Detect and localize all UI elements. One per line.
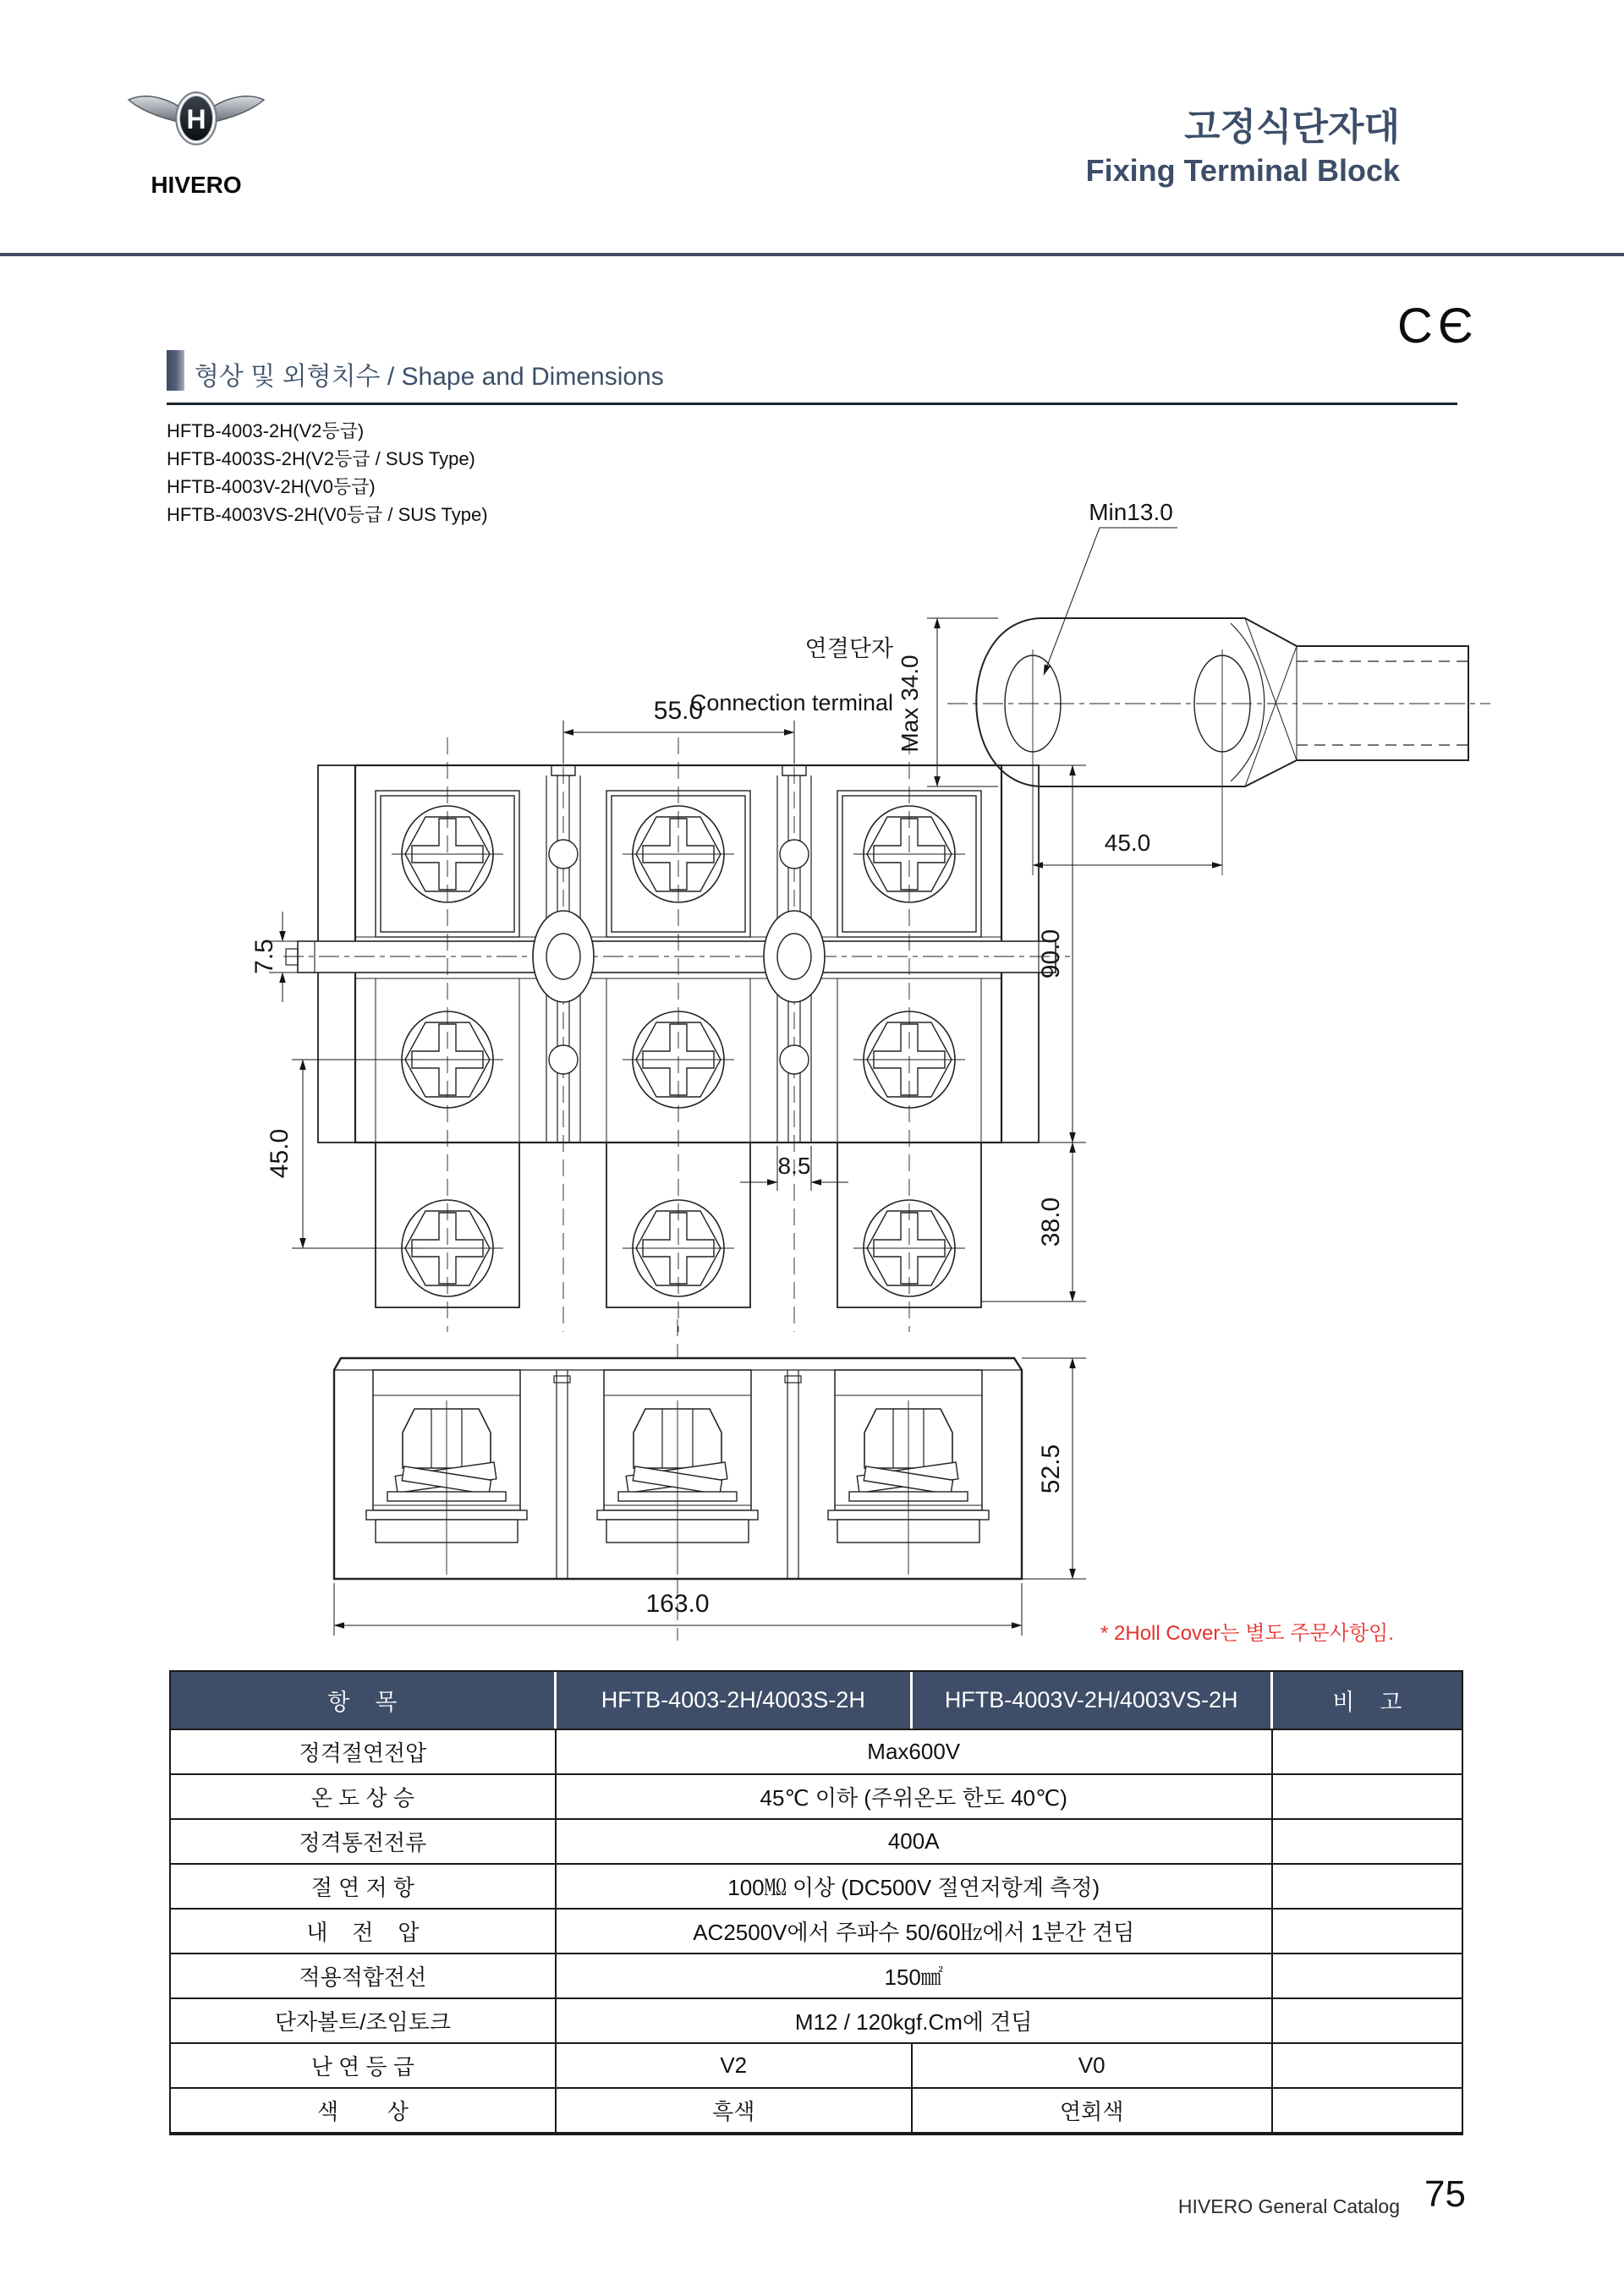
dim-38: 38.0 (1037, 1197, 1065, 1247)
ce-mark-icon: CЄ (1397, 299, 1479, 353)
row-value-b: 연회색 (913, 2089, 1273, 2132)
row-remark (1273, 1910, 1462, 1953)
table-row (171, 1729, 1462, 1773)
model-item: HFTB-4003-2H(V2등급) (167, 420, 365, 441)
table-row (171, 2042, 1462, 2087)
col-header-model-b: HFTB-4003V-2H/4003VS-2H (913, 1672, 1273, 1729)
page-title-english: Fixing Terminal Block (1085, 153, 1400, 188)
page-title-korean: 고정식단자대 (1183, 107, 1400, 148)
table-row (171, 1908, 1462, 1953)
row-label: 절 연 저 항 (171, 1865, 557, 1908)
row-value-a: 흑색 (557, 2089, 913, 2132)
dim-min13: Min13.0 (1089, 499, 1173, 525)
row-value: 400A (557, 1820, 1273, 1863)
row-label: 온 도 상 승 (171, 1775, 557, 1818)
connection-terminal-label-ko: 연결단자 (804, 636, 893, 661)
dim-45-top: 45.0 (266, 1128, 294, 1179)
row-remark (1273, 1775, 1462, 1818)
row-value: 100㏁ 이상 (DC500V 절연저항계 측정) (557, 1865, 1273, 1908)
col-header-model-a: HFTB-4003-2H/4003S-2H (557, 1672, 913, 1729)
table-row (171, 1953, 1462, 1997)
footer-page-number: 75 (1424, 2173, 1466, 2215)
row-label: 단자볼트/조임토크 (171, 1999, 557, 2042)
model-item: HFTB-4003VS-2H(V0등급 / SUS Type) (167, 504, 488, 525)
table-row (171, 1818, 1462, 1863)
dim-55: 55.0 (653, 697, 704, 725)
row-value: M12 / 120kgf.Cm에 견딤 (557, 1999, 1273, 2042)
dim-163: 163.0 (645, 1590, 710, 1618)
row-label: 정격통전전류 (171, 1820, 557, 1863)
col-header-item: 항 목 (171, 1672, 557, 1729)
table-row (171, 1997, 1462, 2042)
order-note: * 2Holl Cover는 별도 주문사항임. (1100, 1622, 1394, 1645)
row-remark (1273, 1954, 1462, 1997)
row-label: 내 전 압 (171, 1910, 557, 1953)
row-remark (1273, 1999, 1462, 2042)
table-row (171, 2087, 1462, 2132)
table-row (171, 1863, 1462, 1908)
spec-table (169, 1670, 1463, 2135)
footer-catalog-label: HIVERO General Catalog (1177, 2195, 1400, 2217)
dim-max34: Max 34.0 (897, 655, 923, 753)
row-remark (1273, 1865, 1462, 1908)
row-value: Max600V (557, 1730, 1273, 1773)
front-view-drawing (334, 1319, 1086, 1641)
row-value-b: V0 (913, 2044, 1273, 2087)
row-label: 적용적합전선 (171, 1954, 557, 1997)
connection-terminal-drawing (690, 499, 1490, 875)
top-view-drawing (250, 697, 1086, 1332)
row-value: 45℃ 이하 (주위온도 한도 40℃) (557, 1775, 1273, 1818)
row-remark (1273, 2044, 1462, 2087)
row-label: 색 상 (171, 2089, 557, 2132)
row-label: 난 연 등 급 (171, 2044, 557, 2087)
row-label: 정격절연전압 (171, 1730, 557, 1773)
dim-90: 90.0 (1037, 929, 1065, 979)
spec-table-header (171, 1672, 1462, 1729)
connection-terminal-label-en: Connection terminal (689, 690, 893, 715)
row-value-a: V2 (557, 2044, 913, 2087)
table-row (171, 1773, 1462, 1818)
row-remark (1273, 2089, 1462, 2132)
model-item: HFTB-4003S-2H(V2등급 / SUS Type) (167, 448, 475, 469)
section-title: 형상 및 외형치수 / Shape and Dimensions (195, 363, 664, 391)
row-remark (1273, 1820, 1462, 1863)
row-value: AC2500V에서 주파수 50/60㎐에서 1분간 견딤 (557, 1910, 1273, 1953)
dim-45-terminal: 45.0 (1104, 830, 1151, 856)
dim-8-5: 8.5 (777, 1153, 811, 1179)
dim-7-5: 7.5 (250, 939, 278, 974)
row-remark (1273, 1730, 1462, 1773)
model-item: HFTB-4003V-2H(V0등급) (167, 476, 376, 497)
col-header-remark: 비 고 (1332, 1690, 1402, 1715)
dim-52-5: 52.5 (1037, 1444, 1065, 1494)
logo-letter: H (186, 104, 206, 134)
brand-wordmark: HIVERO (151, 172, 242, 198)
row-value: 150㎟ (557, 1954, 1273, 1997)
